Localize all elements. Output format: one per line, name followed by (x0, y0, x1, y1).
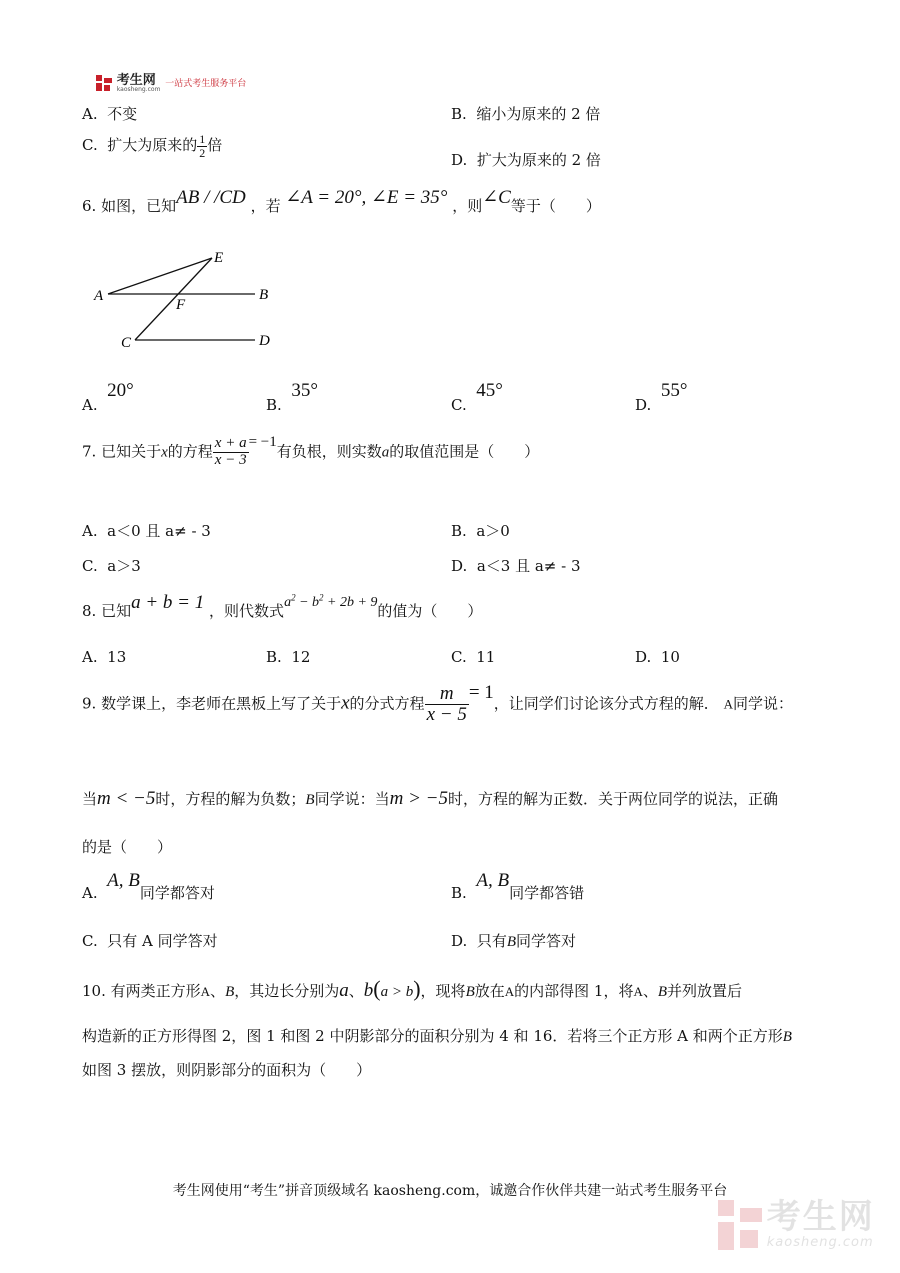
watermark-logo-icon (718, 1200, 762, 1250)
q6-option-c: C. 45° (451, 380, 503, 414)
q5-option-c: C. 扩大为原来的 $\frac{1}{2}$ 倍 (82, 132, 223, 160)
q8-option-b: B. 12 (266, 648, 311, 666)
label-c: C (121, 335, 132, 351)
q7-option-a: A. a＜0 且 a≠ - 3 (82, 522, 211, 540)
q5-option-a: A. 不变 (82, 105, 138, 123)
watermark-domain: kaosheng.com (766, 1235, 874, 1250)
q9-option-c: C. 只有 A 同学答对 (82, 932, 218, 950)
q10-stem-line3: 如图 3 摆放，则阴影部分的面积为（ ） (82, 1061, 372, 1079)
q6-option-b: B. 35° (266, 380, 318, 414)
q5-option-d: D. 扩大为原来的 2 倍 (451, 151, 601, 169)
footer-text: 考生网使用“考生”拼音顶级域名 kaosheng.com，诚邀合作伙伴共建一站式考生服务平台 (172, 1183, 728, 1199)
q7-stem: 7. 已知关于x的方程 $\frac{x + a}{x - 3}$ = −1有负根，则实数a的取值范围是（ ） (82, 434, 540, 468)
q9-stem-line3: 的是（ ） (82, 838, 173, 856)
line-ae (108, 258, 212, 294)
watermark (718, 1197, 875, 1250)
q7-option-b: B. a＞0 (451, 522, 510, 540)
q8-stem: 8. 已知a + b = 1 ，则代数式$a^2 - b^2 + 2b + 9$的值为（ ） (82, 592, 483, 620)
label-a: A (94, 288, 104, 304)
q10-stem-line1: 10. 有两类正方形A、B，其边长分别为a、b(a > b)，现将B放在A的内部得图 1，将A、B并列放置后 (82, 976, 743, 1001)
q6-stem: 6. 如图，已知AB / /CD ，若 ∠A = 20°, ∠E = 35° ，则∠C等于（ ） (82, 187, 601, 215)
header-logo (96, 72, 246, 93)
label-e: E (214, 250, 224, 266)
q7-option-d: D. a＜3 且 a≠ - 3 (451, 557, 581, 575)
q9-stem-line1: 9. 数学课上，李老师在黑板上写了关于x的分式方程 $\frac{m}{x - 5}$ = 1，让同学们讨论该分式方程的解． A同学说： (82, 682, 793, 725)
brand-slogan: 一站式考生服务平台 (165, 79, 247, 89)
q9-option-b: B. A, B同学都答错 (451, 870, 585, 902)
label-d: D (259, 333, 270, 349)
q6-option-a: A. 20° (82, 380, 134, 414)
label-f: F (176, 297, 186, 313)
q9-option-a: A. A, B同学都答对 (82, 870, 215, 902)
q8-option-c: C. 11 (451, 648, 496, 666)
q6-option-d: D. 55° (635, 380, 688, 414)
q8-option-d: D. 10 (635, 648, 680, 666)
q5-option-b: B. 缩小为原来的 2 倍 (451, 105, 601, 123)
label-b: B (259, 287, 269, 303)
q6-figure (90, 245, 290, 355)
q9-option-d: D. 只有B同学答对 (451, 932, 577, 950)
brand-name: 考生网 (116, 73, 156, 88)
brand-domain: kaosheng.com (116, 86, 161, 93)
kaosheng-logo-icon (96, 75, 112, 91)
q7-option-c: C. a＞3 (82, 557, 141, 575)
line-ce (135, 258, 212, 340)
q8-option-a: A. 13 (82, 648, 127, 666)
q9-stem-line2: 当m < −5时，方程的解为负数；B同学说：当m > −5时，方程的解为正数．关于两位同学的说法，正确 (82, 788, 778, 809)
q10-stem-line2: 构造新的正方形得图 2，图 1 和图 2 中阴影部分的面积分别为 4 和 16．若将三个正方形 A 和两个正方形B (82, 1027, 792, 1045)
watermark-name: 考生网 (766, 1197, 875, 1237)
